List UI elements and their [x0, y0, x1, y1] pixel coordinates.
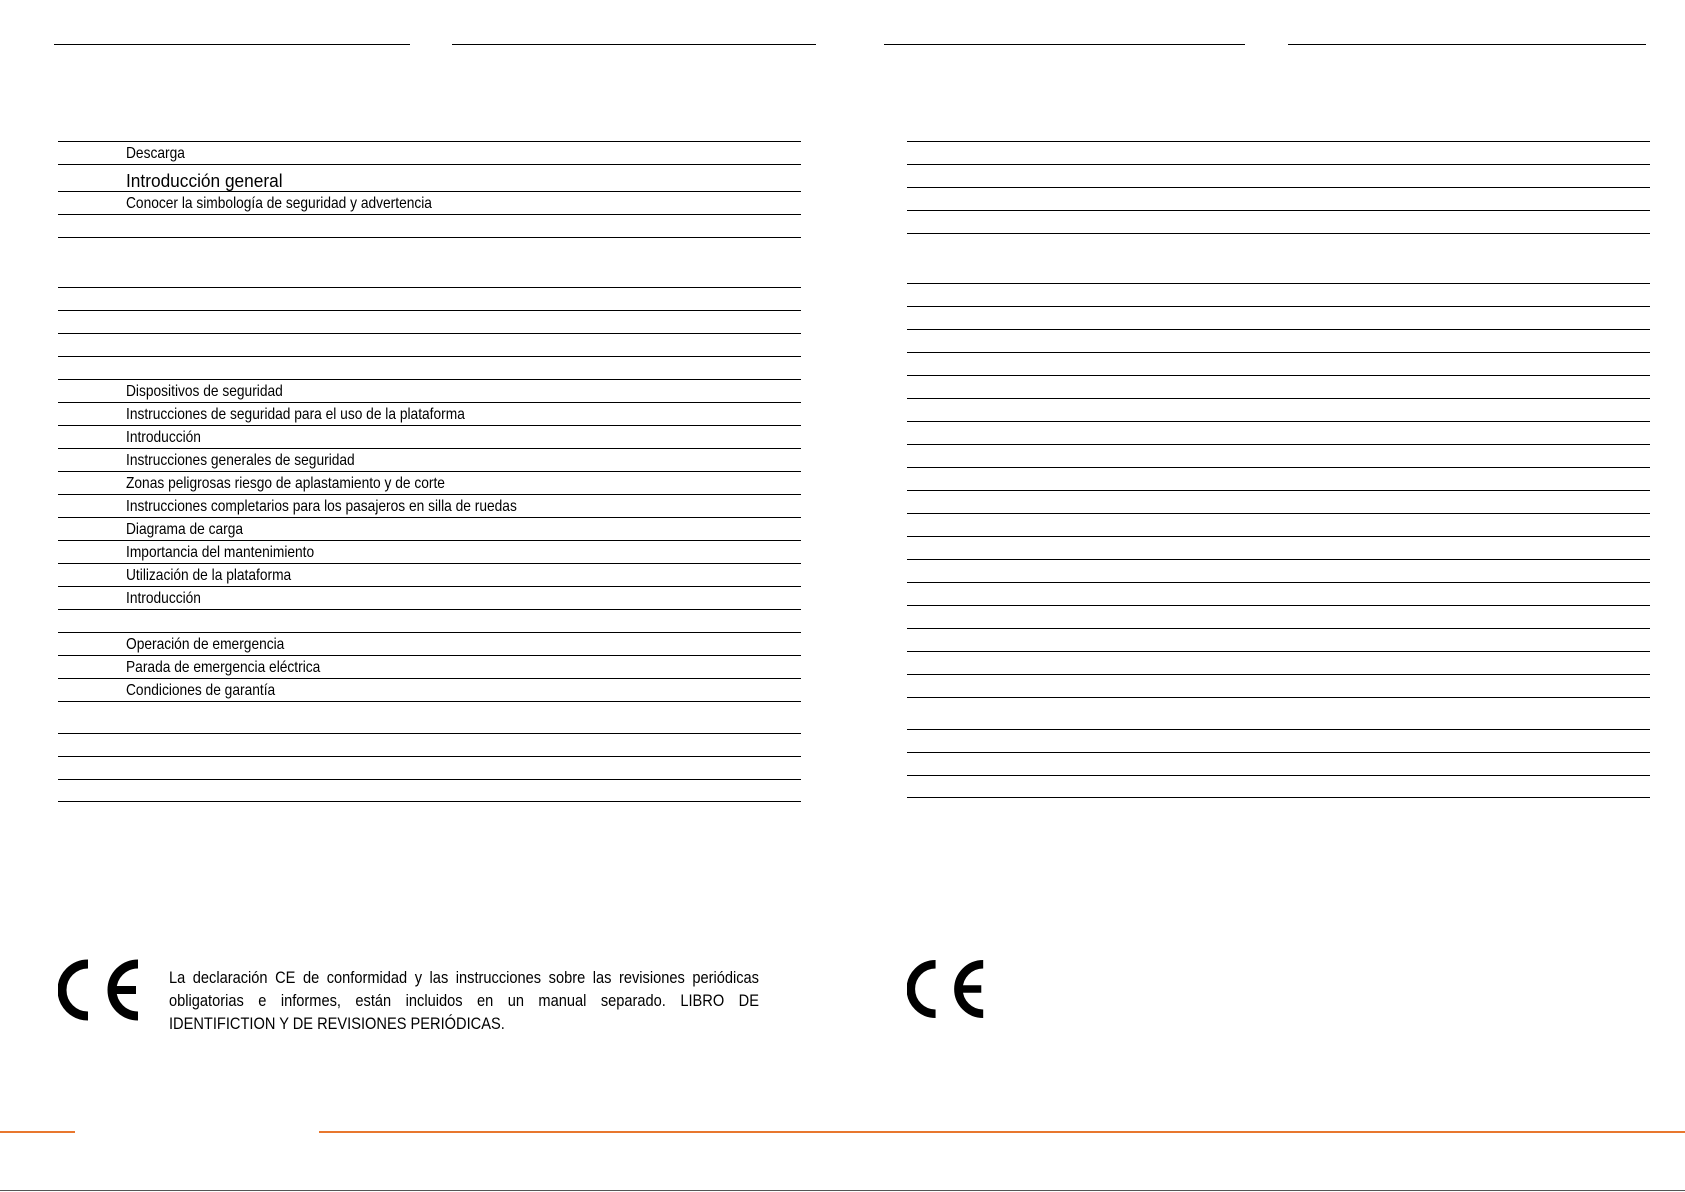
toc-row [58, 356, 801, 379]
toc-row [58, 425, 801, 448]
toc-row [907, 697, 1650, 729]
toc-row [907, 187, 1650, 210]
toc-row [58, 540, 801, 563]
toc-row [58, 237, 801, 287]
toc-row [907, 421, 1650, 444]
toc-row [58, 448, 801, 471]
toc-row [58, 471, 801, 494]
toc-row [907, 651, 1650, 674]
toc-row [58, 494, 801, 517]
toc-row [907, 467, 1650, 490]
toc-entry-label: Instrucciones generales de seguridad [126, 452, 355, 469]
toc-row [907, 729, 1650, 752]
toc-row [58, 310, 801, 333]
toc-row [58, 141, 801, 164]
toc-row [58, 632, 801, 655]
toc-entry-label: Descarga [126, 145, 185, 162]
toc-entry-label: Instrucciones de seguridad para el uso de la plataforma [126, 406, 465, 423]
toc-row [58, 655, 801, 678]
toc-row [907, 444, 1650, 467]
ce-declaration [58, 958, 801, 1038]
toc-row [907, 233, 1650, 283]
toc-entry-label: Zonas peligrosas riesgo de aplastamiento y de corte [126, 475, 445, 492]
toc-entry-label: Parada de emergencia eléctrica [126, 659, 321, 676]
toc-entry-label: Diagrama de carga [126, 521, 244, 538]
toc-row [58, 779, 801, 802]
toc-row [907, 752, 1650, 775]
toc-row [58, 609, 801, 632]
toc-row [58, 214, 801, 237]
toc-row [907, 628, 1650, 651]
toc-row [58, 586, 801, 609]
toc-row [907, 210, 1650, 233]
toc-entry-label: Utilización de la plataforma [126, 567, 292, 584]
toc-entry-label: Operación de emergencia [126, 636, 285, 653]
toc-row [907, 375, 1650, 398]
ce-conformity-mark-icon [907, 958, 987, 1020]
ce-statement-text: La declaración CE de conformidad y las instrucciones sobre las revisiones periódicas obligatorias e informes, están incluidos en un manual separado. LIBRO DE IDENTIFICTION Y DE REVISIONES PERIÓDICAS. [169, 968, 759, 1033]
toc-row [58, 379, 801, 402]
toc-row [58, 333, 801, 356]
toc-entry-label: Instrucciones completarios para los pasajeros en silla de ruedas [126, 498, 517, 515]
toc-entry-label: Importancia del mantenimiento [126, 544, 315, 561]
page-bottom-edge [0, 1190, 1685, 1191]
toc-row [907, 141, 1650, 164]
toc-row [58, 191, 801, 214]
right-page [907, 0, 1650, 1192]
toc-row [58, 733, 801, 756]
toc-entry-label: Condiciones de garantía [126, 682, 276, 699]
toc-entry-label: Introducción general [126, 171, 283, 191]
table-of-contents [907, 141, 1650, 798]
toc-row [907, 775, 1650, 798]
toc-entry-label: Introducción [126, 590, 201, 607]
toc-row [907, 352, 1650, 375]
toc-row [58, 164, 801, 191]
toc-row [907, 559, 1650, 582]
footer-accent-rule-left [0, 1131, 75, 1133]
toc-row [58, 517, 801, 540]
toc-row [58, 701, 801, 733]
toc-row [58, 402, 801, 425]
toc-row [907, 674, 1650, 697]
toc-row [907, 306, 1650, 329]
toc-row [907, 582, 1650, 605]
toc-row [58, 563, 801, 586]
toc-row [907, 605, 1650, 628]
toc-row [907, 536, 1650, 559]
toc-row [907, 398, 1650, 421]
toc-entry-label: Introducción [126, 429, 201, 446]
ce-conformity-mark-icon [58, 958, 142, 1022]
toc-row [58, 287, 801, 310]
toc-row [58, 756, 801, 779]
toc-entry-label: Dispositivos de seguridad [126, 383, 283, 400]
toc-entry-label: Conocer la simbología de seguridad y advertencia [126, 195, 432, 212]
toc-row [907, 490, 1650, 513]
toc-row [907, 283, 1650, 306]
toc-row [907, 164, 1650, 187]
ce-declaration [907, 958, 1650, 1038]
left-page [58, 0, 801, 1192]
toc-row [907, 329, 1650, 352]
toc-row [907, 513, 1650, 536]
table-of-contents [58, 141, 801, 802]
toc-row [58, 678, 801, 701]
footer-accent-rule-right [319, 1131, 1685, 1133]
